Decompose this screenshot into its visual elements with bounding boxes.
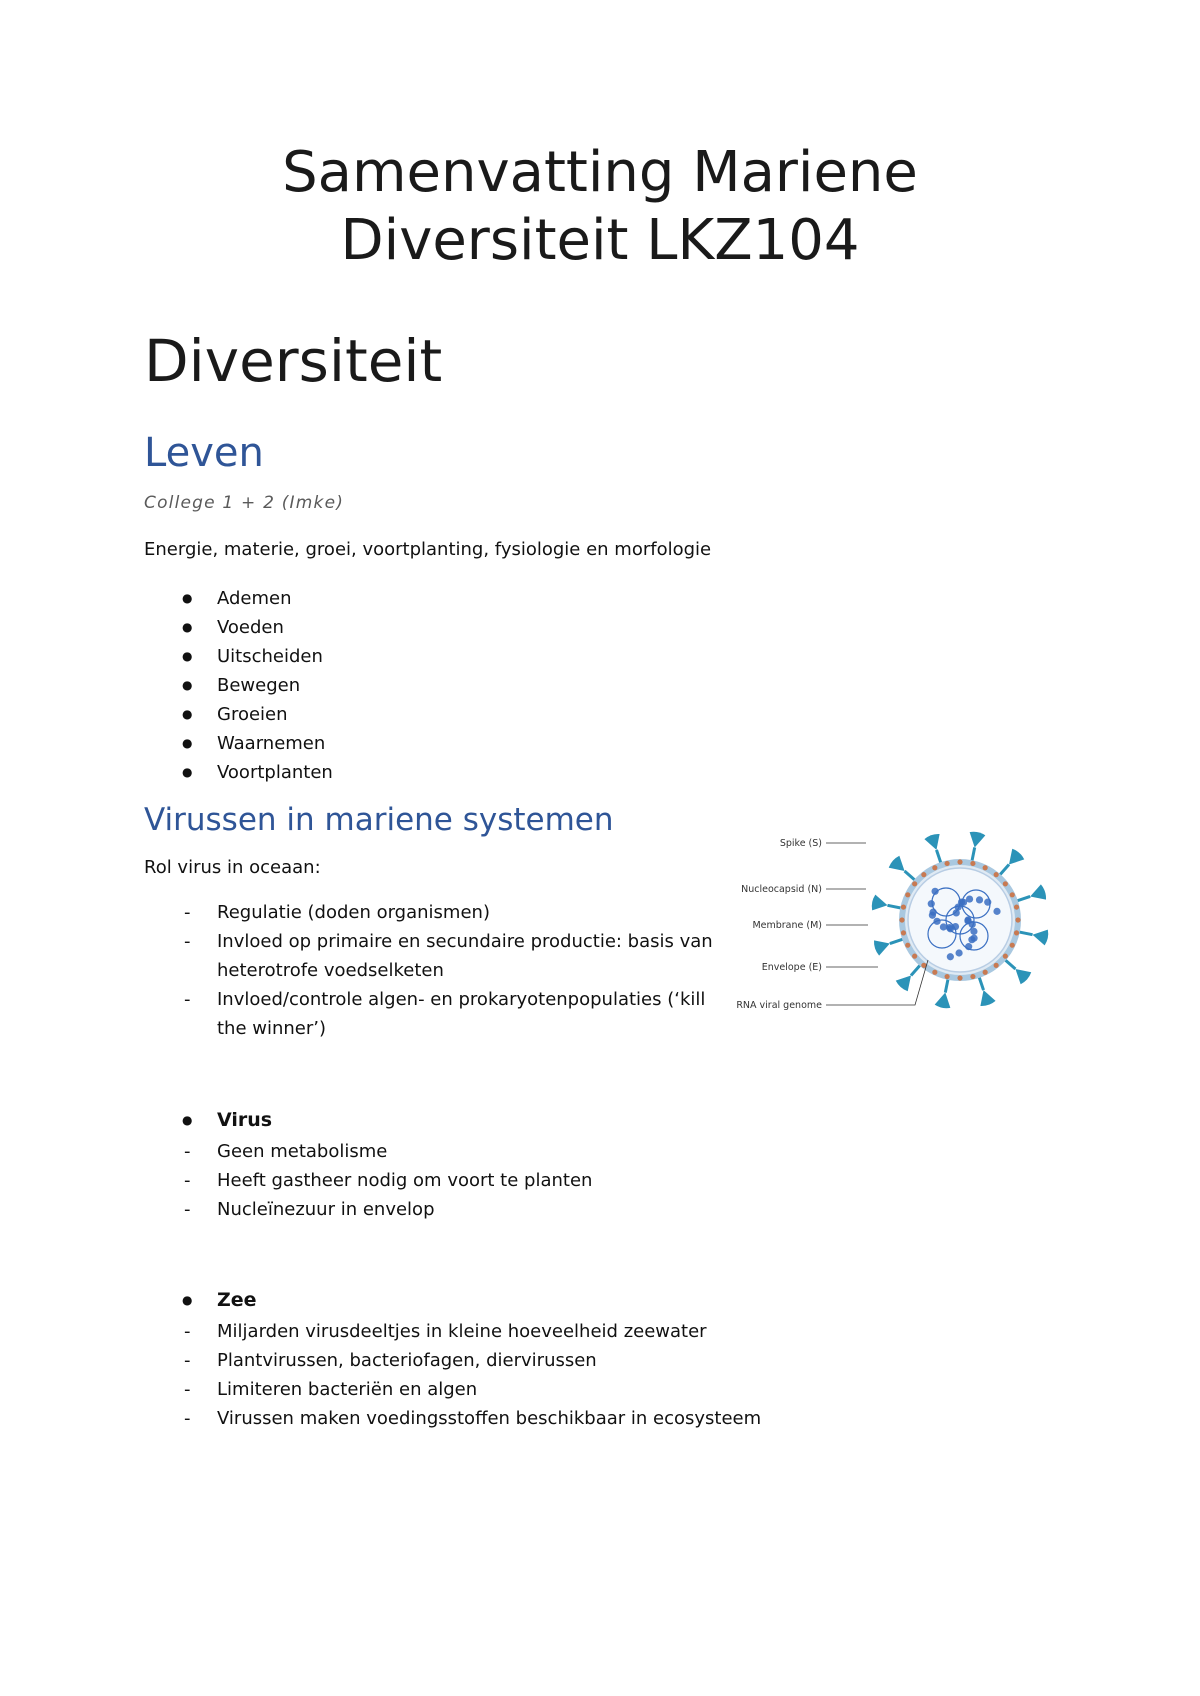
membrane-protein xyxy=(970,861,975,866)
spike-head xyxy=(924,834,939,850)
membrane-protein xyxy=(970,974,975,979)
label-nucleocapsid: Nucleocapsid (N) xyxy=(741,884,822,895)
list-item: ● Ademen xyxy=(144,584,333,613)
list-item: - Geen metabolisme xyxy=(144,1137,592,1166)
membrane-protein xyxy=(994,963,999,968)
list-item: - Heeft gastheer nodig om voort te planten xyxy=(144,1166,592,1195)
leven-list xyxy=(144,584,333,787)
spike-head xyxy=(872,895,888,911)
spike-head xyxy=(1009,849,1024,865)
label-rna-genome: RNA viral genome xyxy=(736,1000,822,1011)
spike-head xyxy=(980,990,995,1006)
nucleocapsid-bead xyxy=(947,953,954,960)
membrane-protein xyxy=(932,865,937,870)
list-item: - Nucleïnezuur in envelop xyxy=(144,1195,592,1224)
membrane-protein xyxy=(944,861,949,866)
roles-list xyxy=(144,898,737,1043)
list-item: - Regulatie (doden organismen) xyxy=(144,898,737,927)
list-item: - Limiteren bacteriën en algen xyxy=(144,1375,761,1404)
list-item: ● Groeien xyxy=(144,700,333,729)
nucleocapsid-bead xyxy=(960,899,967,906)
nucleocapsid-bead xyxy=(976,896,983,903)
virus-list xyxy=(144,1137,592,1224)
list-item: - Invloed/controle algen- en prokaryotenpopulaties (‘kill the winner’) xyxy=(144,985,737,1043)
membrane-protein xyxy=(1010,892,1015,897)
membrane-protein xyxy=(912,954,917,959)
virus-structure-diagram xyxy=(736,820,1070,1020)
leven-intro: Energie, materie, groei, voortplanting, fysiologie en morfologie xyxy=(144,539,712,560)
heading-virussen: Virussen in mariene systemen xyxy=(144,802,614,838)
membrane-protein xyxy=(957,975,962,980)
list-item: ● Bewegen xyxy=(144,671,333,700)
nucleocapsid-bead xyxy=(965,943,972,950)
subtle-college-note: College 1 + 2 (Imke) xyxy=(144,493,345,513)
virus-subheading: ● Virus xyxy=(144,1106,272,1135)
spike-head xyxy=(889,856,905,871)
spike-head xyxy=(874,940,890,955)
membrane-protein xyxy=(932,970,937,975)
membrane-protein xyxy=(1015,917,1020,922)
heading-leven: Leven xyxy=(144,430,264,476)
nucleocapsid-bead xyxy=(993,908,1000,915)
document-title-line-2: Diversiteit LKZ104 xyxy=(340,208,860,273)
nucleocapsid-bead xyxy=(940,923,947,930)
nucleocapsid-bead xyxy=(946,924,953,931)
list-item: - Miljarden virusdeeltjes in kleine hoeveelheid zeewater xyxy=(144,1317,761,1346)
membrane-protein xyxy=(921,872,926,877)
membrane-protein xyxy=(1003,881,1008,886)
list-item: ● Voortplanten xyxy=(144,758,333,787)
label-envelope: Envelope (E) xyxy=(761,962,822,973)
list-item: ● Voeden xyxy=(144,613,333,642)
nucleocapsid-bead xyxy=(933,918,940,925)
list-item: - Plantvirussen, bacteriofagen, diervirussen xyxy=(144,1346,761,1375)
membrane-protein xyxy=(994,872,999,877)
membrane-protein xyxy=(983,970,988,975)
membrane-protein xyxy=(1014,930,1019,935)
spike-head xyxy=(896,975,911,991)
spike-head xyxy=(1033,930,1049,946)
nucleocapsid-bead xyxy=(928,900,935,907)
nucleocapsid-bead xyxy=(955,904,962,911)
membrane-protein xyxy=(944,974,949,979)
membrane-protein xyxy=(1010,943,1015,948)
zee-list xyxy=(144,1317,761,1433)
nucleocapsid-bead xyxy=(955,949,962,956)
nucleocapsid-bead xyxy=(931,888,938,895)
spike-head xyxy=(1015,969,1031,984)
spike-head xyxy=(935,993,951,1009)
membrane-protein xyxy=(901,904,906,909)
list-item: - Invloed op primaire en secundaire productie: basis van heterotrofe voedselketen xyxy=(144,927,737,985)
document-title-line-1: Samenvatting Mariene xyxy=(282,140,918,205)
virussen-intro: Rol virus in oceaan: xyxy=(144,857,321,878)
nucleocapsid-bead xyxy=(964,917,971,924)
label-spike: Spike (S) xyxy=(779,838,822,849)
membrane-protein xyxy=(1014,904,1019,909)
membrane-protein xyxy=(905,892,910,897)
heading-diversiteit: Diversiteit xyxy=(144,327,443,395)
membrane-protein xyxy=(1003,954,1008,959)
list-item: ● Waarnemen xyxy=(144,729,333,758)
membrane-protein xyxy=(983,865,988,870)
membrane-protein xyxy=(905,943,910,948)
label-membrane: Membrane (M) xyxy=(752,920,822,931)
spike-head xyxy=(970,832,986,848)
nucleocapsid-bead xyxy=(970,928,977,935)
membrane-protein xyxy=(957,859,962,864)
membrane-protein xyxy=(901,930,906,935)
membrane-protein xyxy=(912,881,917,886)
nucleocapsid-bead xyxy=(930,909,937,916)
nucleocapsid-bead xyxy=(984,899,991,906)
spike-head xyxy=(1030,884,1046,899)
list-item: - Virussen maken voedingsstoffen beschikbaar in ecosysteem xyxy=(144,1404,761,1433)
list-item: ● Uitscheiden xyxy=(144,642,333,671)
nucleocapsid-bead xyxy=(968,936,975,943)
membrane-protein xyxy=(899,917,904,922)
zee-subheading: ● Zee xyxy=(144,1286,257,1315)
nucleocapsid-bead xyxy=(952,923,959,930)
virus-particle xyxy=(872,832,1048,1008)
